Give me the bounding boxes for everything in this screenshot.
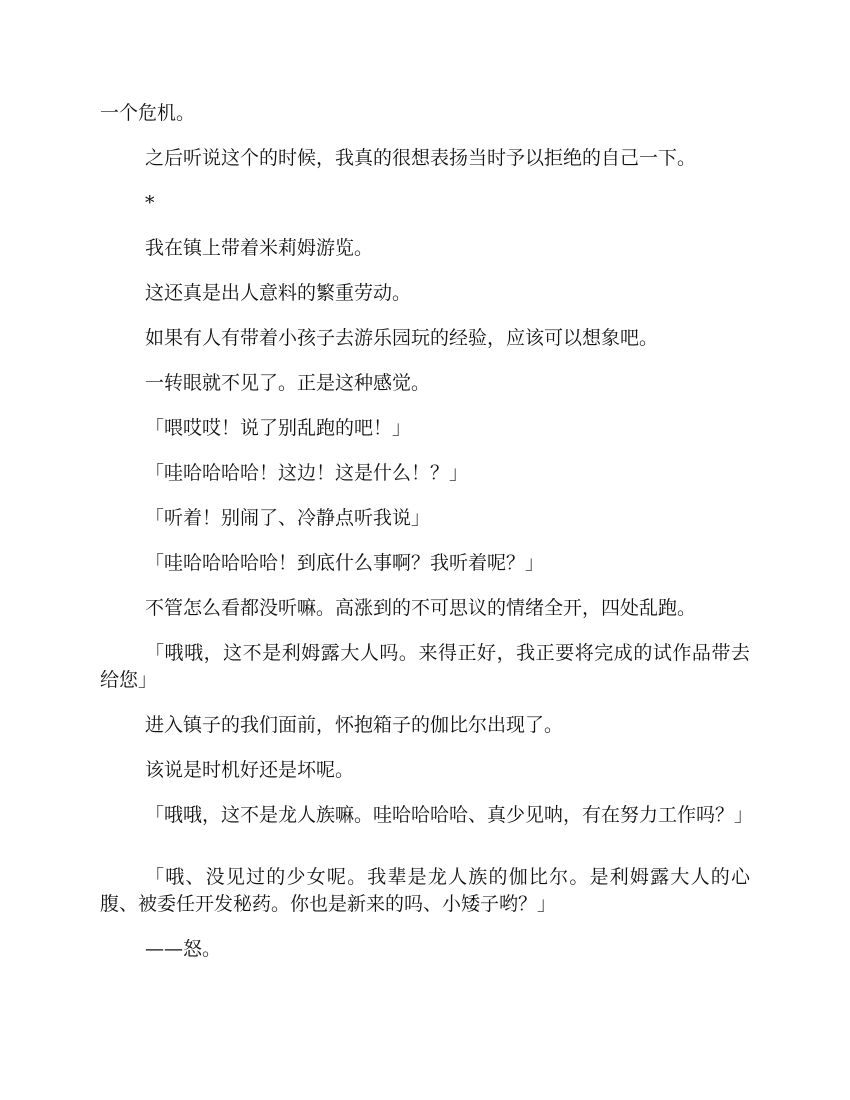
paragraph-6: 一转眼就不见了。正是这种感觉。 bbox=[145, 372, 431, 394]
paragraph-4: 这还真是出人意料的繁重劳动。 bbox=[145, 282, 412, 304]
dialogue-7: 「哦、没见过的少女呢。我辈是龙人族的伽比尔。是利姆露大人的心腹、被委任开发秘药。你也是新来的吗、小矮子哟？」 bbox=[100, 866, 750, 915]
dialogue-4: 「哇哈哈哈哈哈！到底什么事啊？我听着呢？」 bbox=[145, 552, 545, 574]
dialogue-1: 「喂哎哎！说了别乱跑的吧！」 bbox=[145, 417, 412, 439]
paragraph-3: 我在镇上带着米莉姆游览。 bbox=[145, 237, 374, 259]
paragraph-1: 一个危机。 bbox=[100, 102, 196, 124]
paragraph-9: 该说是时机好还是坏呢。 bbox=[145, 759, 355, 781]
dialogue-5: 「哦哦，这不是利姆露大人吗。来得正好，我正要将完成的试作品带去给您」 bbox=[100, 642, 750, 691]
scene-break-asterisk: * bbox=[145, 192, 155, 214]
dialogue-3: 「听着！别闹了、冷静点听我说」 bbox=[145, 507, 431, 529]
dialogue-6: 「哦哦，这不是龙人族嘛。哇哈哈哈哈、真少见呐，有在努力工作吗？」 bbox=[145, 804, 754, 826]
paragraph-2: 之后听说这个的时候，我真的很想表扬当时予以拒绝的自己一下。 bbox=[145, 147, 697, 169]
paragraph-8: 进入镇子的我们面前，怀抱箱子的伽比尔出现了。 bbox=[145, 714, 564, 736]
dialogue-2: 「哇哈哈哈哈！这边！这是什么！？」 bbox=[145, 462, 469, 484]
paragraph-10: ——怒。 bbox=[145, 938, 222, 960]
paragraph-5: 如果有人有带着小孩子去游乐园玩的经验，应该可以想象吧。 bbox=[145, 327, 659, 349]
paragraph-7: 不管怎么看都没听嘛。高涨到的不可思议的情绪全开，四处乱跑。 bbox=[145, 597, 697, 619]
